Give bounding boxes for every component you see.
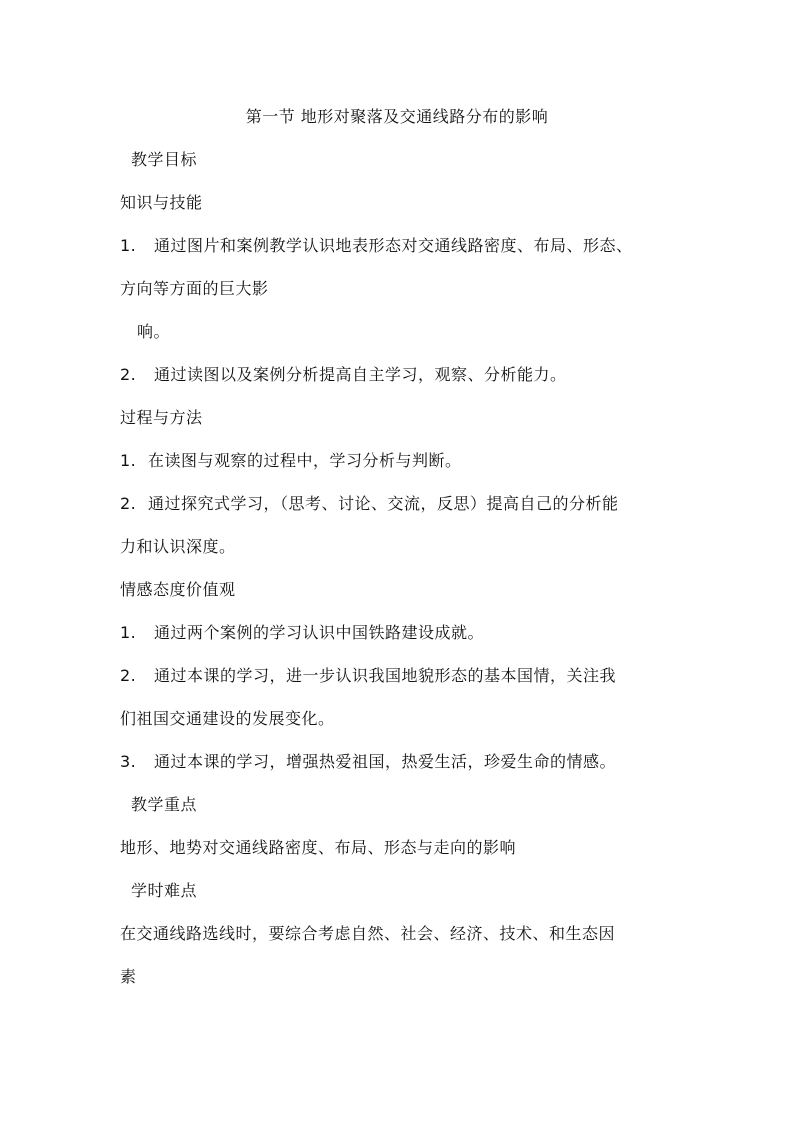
- item-number: 2.: [120, 666, 137, 685]
- knowledge-item-1-continued-2: 响。: [137, 322, 171, 341]
- knowledge-item-1: [120, 236, 633, 256]
- item-number: 1.: [120, 623, 137, 642]
- key-points-text: 地形、地势对交通线路密度、布局、形态与走向的影响: [120, 838, 517, 857]
- document-title: 第一节 地形对聚落及交通线路分布的影响: [245, 107, 549, 126]
- attitude-item-2: [120, 666, 616, 686]
- process-item-1: [120, 451, 462, 471]
- item-text: 在读图与观察的过程中，学习分析与判断。: [148, 451, 462, 470]
- attitude-item-2-continued: 们祖国交通建设的发展变化。: [120, 709, 335, 728]
- difficulties-text: 在交通线路选线时，要综合考虑自然、社会、经济、技术、和生态因: [120, 924, 616, 943]
- item-text: 通过本课的学习，增强热爱祖国，热爱生活，珍爱生命的情感。: [154, 752, 617, 771]
- item-number: 2.: [120, 365, 137, 384]
- item-text: 通过两个案例的学习认识中国铁路建设成就。: [154, 623, 485, 642]
- heading-process-methods: 过程与方法: [120, 408, 203, 427]
- heading-knowledge-skills: 知识与技能: [120, 193, 203, 212]
- attitude-item-1: [120, 623, 484, 643]
- item-number: 1.: [120, 236, 137, 255]
- heading-attitude-values: 情感态度价值观: [120, 580, 236, 599]
- knowledge-item-1-continued: 方向等方面的巨大影: [120, 279, 269, 298]
- item-text: 通过图片和案例教学认识地表形态对交通线路密度、布局、形态、: [154, 236, 633, 255]
- process-item-2-continued: 力和认识深度。: [120, 537, 236, 556]
- item-text: 通过本课的学习，进一步认识我国地貌形态的基本国情，关注我: [154, 666, 617, 685]
- item-number: 3.: [120, 752, 137, 771]
- difficulties-text-continued: 素: [120, 967, 137, 986]
- heading-difficulties: 学时难点: [131, 881, 198, 900]
- item-text: 通过读图以及案例分析提高自主学习，观察、分析能力。: [154, 365, 567, 384]
- attitude-item-3: [120, 752, 616, 772]
- item-number: 1.: [120, 451, 137, 470]
- heading-key-points: 教学重点: [131, 795, 198, 814]
- knowledge-item-2: [120, 365, 567, 385]
- heading-objectives: 教学目标: [131, 150, 198, 169]
- item-number: 2.: [120, 494, 137, 513]
- process-item-2: [120, 494, 619, 514]
- item-text: 通过探究式学习，（思考、讨论、交流，反思）提高自己的分析能: [148, 494, 619, 513]
